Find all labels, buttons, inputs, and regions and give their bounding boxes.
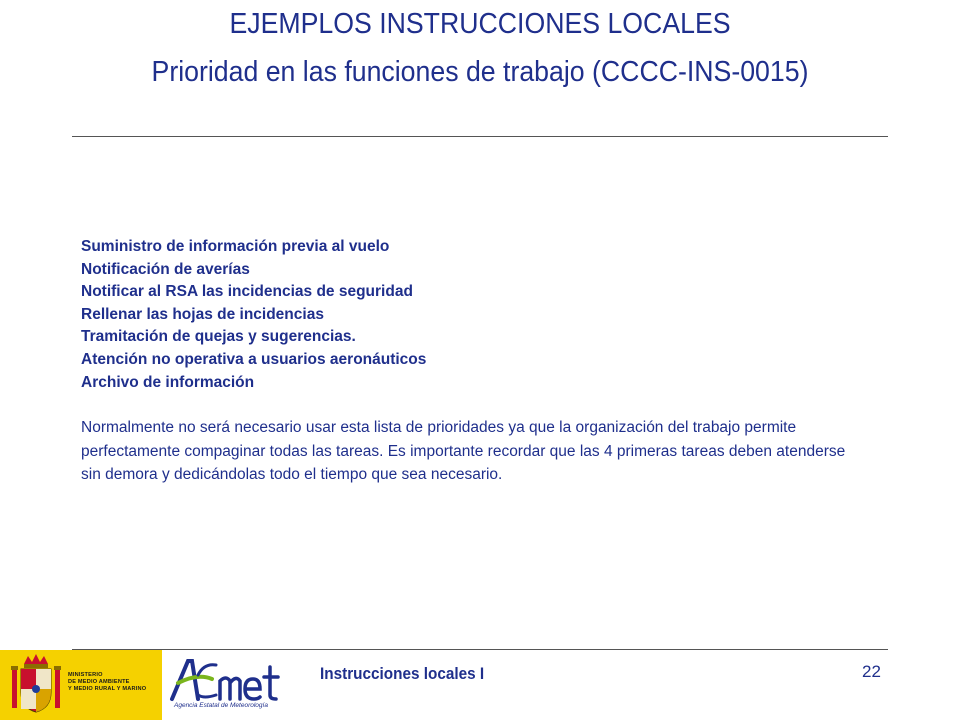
list-item: Suministro de información previa al vuelo bbox=[81, 238, 390, 255]
list-item: Rellenar las hojas de incidencias bbox=[81, 305, 324, 323]
page-number: 22 bbox=[862, 662, 881, 681]
list-item: Atención no operativa a usuarios aeronáuticos bbox=[81, 350, 427, 368]
explanation-paragraph: Normalmente no será necesario usar esta lista de prioridades ya que la organización del trabajo permite perfectamente compaginar todas las tareas. Es importante recordar que las 4 primeras tareas deben atenderse sin demora y dedicándolas todo el tiempo que sea necesario. bbox=[81, 419, 846, 484]
bottom-divider bbox=[72, 649, 888, 650]
aemet-logo bbox=[168, 655, 283, 715]
list-item: Tramitación de quejas y sugerencias. bbox=[81, 328, 356, 346]
list-item: Notificación de averías bbox=[81, 260, 250, 278]
footer-title: Instrucciones locales I bbox=[320, 664, 485, 683]
slide-content bbox=[81, 236, 851, 487]
list-item: Archivo de información bbox=[81, 373, 255, 391]
slide-title: EJEMPLOS INSTRUCCIONES LOCALES bbox=[229, 8, 731, 40]
aemet-wordmark-icon bbox=[168, 655, 283, 703]
priority-list bbox=[81, 236, 851, 394]
ministry-name: MINISTERIO DE MEDIO AMBIENTE Y MEDIO RURAL Y MARINO bbox=[68, 672, 147, 692]
top-divider bbox=[72, 136, 888, 137]
coat-of-arms-icon bbox=[10, 654, 62, 716]
ministry-logo bbox=[0, 650, 162, 720]
list-item: Notificar al RSA las incidencias de seguridad bbox=[81, 283, 413, 301]
aemet-caption: Agencia Estatal de Meteorología bbox=[174, 702, 268, 709]
slide-subtitle: Prioridad en las funciones de trabajo (CCCC-INS-0015) bbox=[151, 56, 809, 88]
